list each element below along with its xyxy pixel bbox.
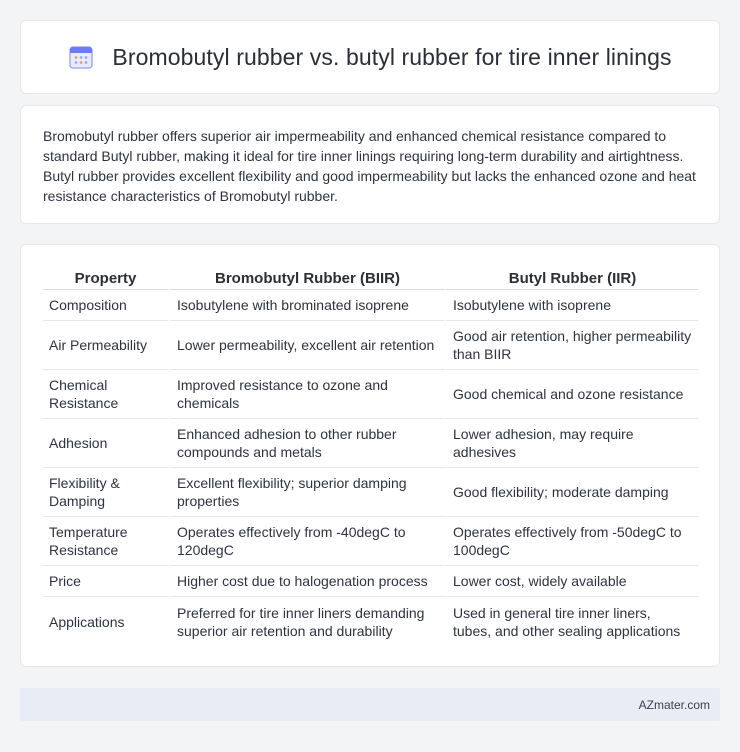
butyl-cell: Good chemical and ozone resistance [444, 370, 698, 419]
footer-site-link[interactable]: AZmater.com [638, 697, 710, 712]
table-row [43, 468, 698, 517]
bromobutyl-cell: Preferred for tire inner liners demanding superior air retention and durability [168, 597, 444, 646]
butyl-cell: Lower adhesion, may require adhesives [444, 419, 698, 468]
property-cell: Price [43, 566, 168, 597]
property-cell: Flexibility & Damping [43, 468, 168, 517]
bromobutyl-cell: Isobutylene with brominated isoprene [168, 290, 444, 321]
header-butyl: Butyl Rubber (IIR) [444, 265, 698, 290]
butyl-cell: Good air retention, higher permeability than BIIR [444, 321, 698, 370]
intro-paragraph: Bromobutyl rubber offers superior air impermeability and enhanced chemical resistance compared to standard Butyl rubber, making it ideal for tire inner linings requiring long-term durability and airtightness. Butyl rubber provides excellent flexibility and good impermeability but lacks the enhanced ozone and heat resistance characteristics of Bromobutyl rubber. [43, 128, 696, 204]
property-cell: Chemical Resistance [43, 370, 168, 419]
title-wrap [68, 44, 671, 71]
butyl-cell: Good flexibility; moderate damping [444, 468, 698, 517]
property-cell: Air Permeability [43, 321, 168, 370]
property-cell: Adhesion [43, 419, 168, 468]
intro-card [20, 105, 720, 224]
butyl-cell: Isobutylene with isoprene [444, 290, 698, 321]
table-row [43, 517, 698, 566]
footer-bar [20, 688, 720, 721]
table-row [43, 290, 698, 321]
bromobutyl-cell: Operates effectively from -40degC to 120degC [168, 517, 444, 566]
table-header-row [43, 265, 698, 290]
header-card [20, 20, 720, 94]
page-title: Bromobutyl rubber vs. butyl rubber for tire inner linings [112, 43, 672, 70]
property-cell: Composition [43, 290, 168, 321]
property-cell: Temperature Resistance [43, 517, 168, 566]
butyl-cell: Used in general tire inner liners, tubes, and other sealing applications [444, 597, 698, 646]
header-bromobutyl: Bromobutyl Rubber (BIIR) [168, 265, 444, 290]
table-row [43, 370, 698, 419]
bromobutyl-cell: Improved resistance to ozone and chemicals [168, 370, 444, 419]
property-cell: Applications [49, 613, 125, 630]
table-row [43, 419, 698, 468]
header-property: Property [43, 265, 168, 290]
table-row [43, 566, 698, 597]
table-row [43, 321, 698, 370]
bromobutyl-cell: Higher cost due to halogenation process [168, 566, 444, 597]
comparison-table [43, 265, 698, 646]
bromobutyl-cell: Excellent flexibility; superior damping properties [168, 468, 444, 517]
bromobutyl-cell: Lower permeability, excellent air retention [168, 321, 444, 370]
table-row [43, 597, 698, 646]
butyl-cell: Lower cost, widely available [444, 566, 698, 597]
butyl-cell: Operates effectively from -50degC to 100degC [444, 517, 698, 566]
comparison-card [20, 244, 720, 667]
bromobutyl-cell: Enhanced adhesion to other rubber compounds and metals [168, 419, 444, 468]
calendar-icon [68, 44, 94, 70]
